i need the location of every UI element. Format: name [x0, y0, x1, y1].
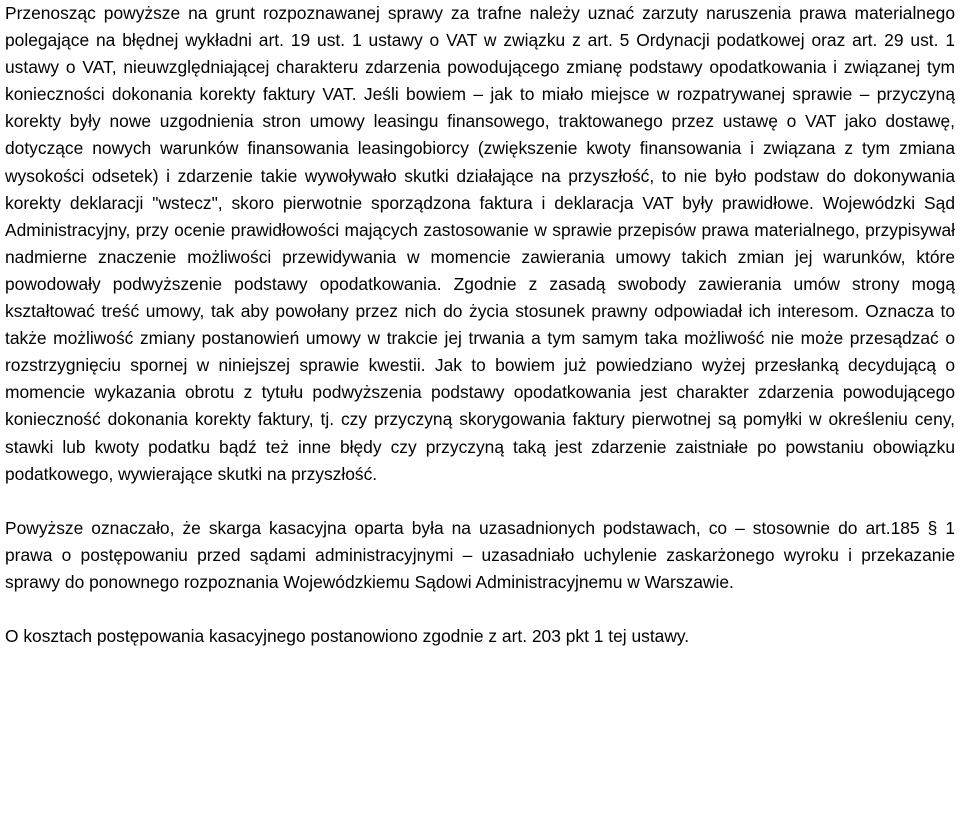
paragraph-conclusion: Powyższe oznaczało, że skarga kasacyjna oparta była na uzasadnionych podstawach, co – stosownie do art.185 § 1 prawa o postępowaniu przed sądami administracyjnymi – uzasadniało uchylenie zaskarżonego wyroku i przekazanie sprawy do ponownego rozpoznania Wojewódzkiemu Sądowi Administracyjnemu w Warszawie. — [5, 517, 955, 592]
paragraph-main-reasoning: Przenosząc powyższe na grunt rozpoznawanej sprawy za trafne należy uznać zarzuty naruszenia prawa materialnego polegające na błędnej wykładni art. 19 ust. 1 ustawy o VAT w związku z art. 5 Ordynacji podatkowej oraz art. 29 ust. 1 ustawy o VAT, nieuwzględniającej charakteru zdarzenia powodującego zmianę podstawy opodatkowania i związanej tym konieczności dokonania korekty faktury VAT. Jeśli bowiem – jak to miało miejsce w rozpatrywanej sprawie – przyczyną korekty były nowe uzgodnienia stron umowy leasingu finansowego, traktowanego przez ustawę o VAT jako dostawę, dotyczące nowych warunków finansowania leasingobiorcy (zwiększenie kwoty finansowania i związana z tym zmiana wysokości odsetek) i zdarzenie takie wywoływało skutki działające na przyszłość, to nie było podstaw do dokonywania korekty deklaracji "wstecz", skoro pierwotnie sporządzona faktura i deklaracja VAT były prawidłowe. Wojewódzki Sąd Administracyjny, przy ocenie prawidłowości mających zastosowanie w sprawie przepisów prawa materialnego, przypisywał nadmierne znaczenie możliwości przewidywania w momencie zawierania umowy takich zmian jej warunków, które powodowały podwyższenie podstawy opodatkowania. Zgodnie z zasadą swobody zawierania umów strony mogą kształtować treść umowy, tak aby powołany przez nich do życia stosunek prawny odpowiadał ich interesom. Oznacza to także możliwość zmiany postanowień umowy w trakcie jej trwania a tym samym taka możliwość nie może przesądzać o rozstrzygnięciu spornej w niniejszej sprawie kwestii. Jak to bowiem już powiedziano wyżej przesłanką decydującą o momencie wykazania obrotu z tytułu podwyższenia podstawy opodatkowania jest charakter zdarzenia powodującego konieczność dokonania korekty faktury, tj. czy przyczyną skorygowania faktury pierwotnej są pomyłki w określeniu ceny, stawki lub kwoty podatku bądź też inne błędy czy przyczyną taką jest zdarzenie zaistniałe po powstaniu obowiązku podatkowego, wywierające skutki na przyszłość. — [5, 3, 955, 484]
paragraph-gap — [5, 488, 955, 515]
document-page — [5, 0, 955, 650]
paragraph-gap — [5, 596, 955, 623]
paragraph-costs: O kosztach postępowania kasacyjnego postanowiono zgodnie z art. 203 pkt 1 tej ustawy. — [5, 625, 690, 646]
